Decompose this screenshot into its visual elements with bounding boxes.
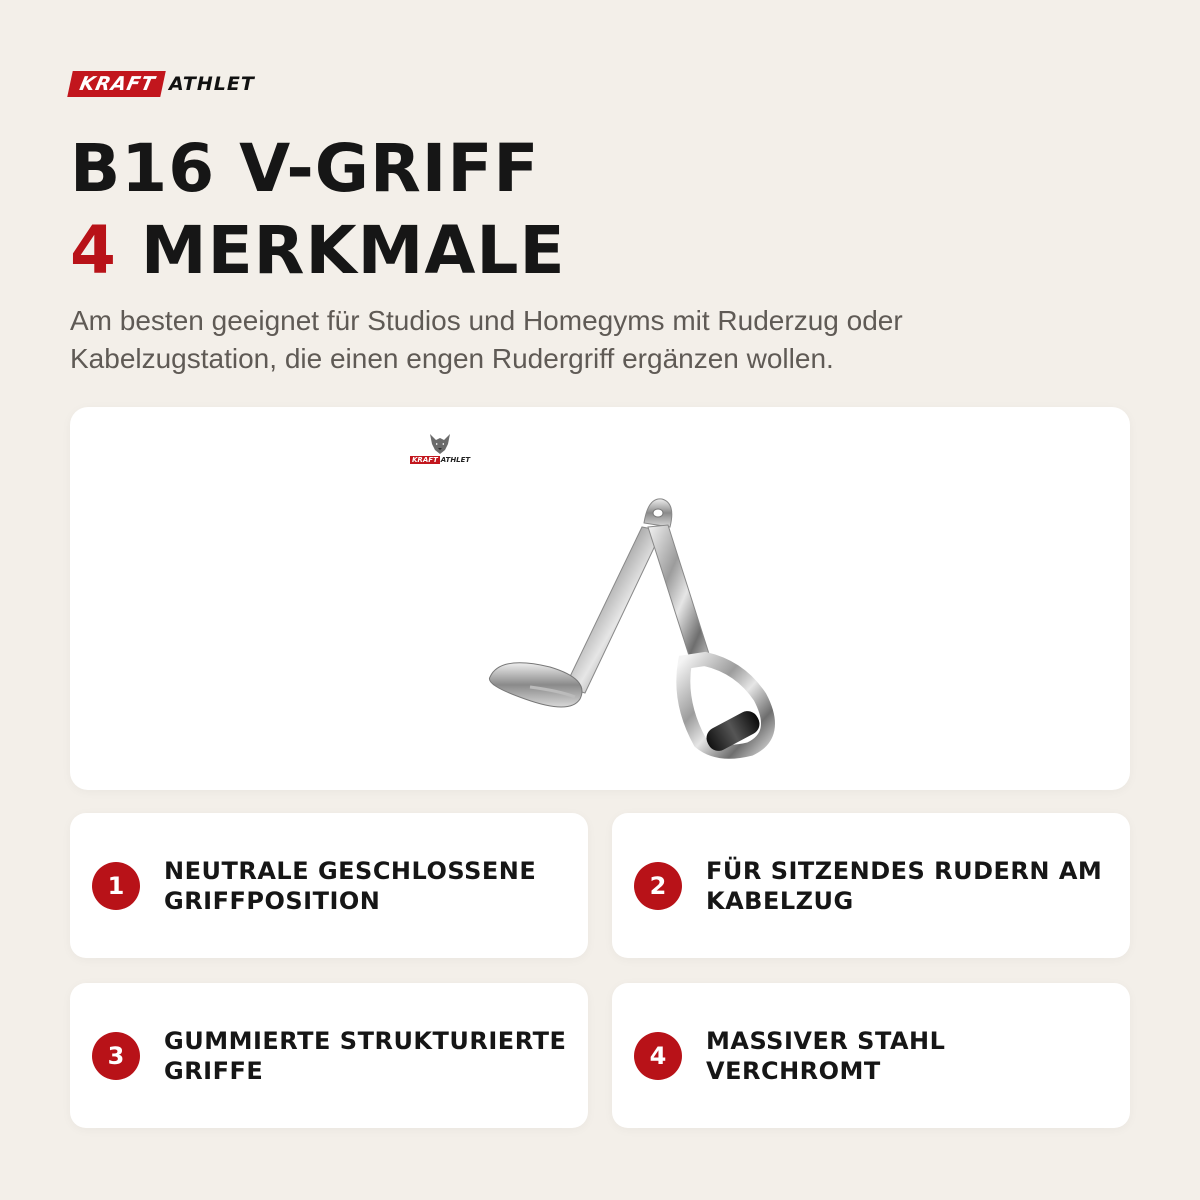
feature-number-badge: 1 bbox=[92, 862, 140, 910]
brand-logo bbox=[70, 70, 255, 98]
wolf-head-icon bbox=[427, 432, 453, 456]
title-line-2 bbox=[70, 210, 566, 292]
watermark-athlet: ATHLET bbox=[440, 456, 471, 464]
feature-text: FÜR SITZENDES RUDERN AM KABELZUG bbox=[706, 856, 1103, 915]
feature-text: GUMMIERTE STRUKTURIERTE GRIFFE bbox=[164, 1026, 567, 1085]
feature-card-4 bbox=[612, 983, 1130, 1128]
v-grip-handle-image bbox=[400, 487, 820, 767]
title-line-1: B16 V-GRIFF bbox=[70, 130, 540, 207]
page-title bbox=[70, 128, 566, 292]
feature-text: NEUTRALE GESCHLOSSENE GRIFFPOSITION bbox=[164, 856, 537, 915]
feature-text: MASSIVER STAHL VERCHROMT bbox=[706, 1026, 946, 1085]
feature-card-1 bbox=[70, 813, 588, 958]
watermark-logo bbox=[410, 432, 470, 464]
product-image-card bbox=[70, 407, 1130, 790]
title-number: 4 bbox=[70, 212, 117, 289]
page-subtitle: Am besten geeignet für Studios und Homegyms mit Ruderzug oder Kabelzugstation, die einen engen Rudergriff ergänzen wollen. bbox=[70, 305, 903, 374]
logo-athlet-text: ATHLET bbox=[169, 73, 255, 95]
feature-card-2 bbox=[612, 813, 1130, 958]
feature-card-3 bbox=[70, 983, 588, 1128]
title-rest: MERKMALE bbox=[140, 212, 566, 289]
feature-number-badge: 4 bbox=[634, 1032, 682, 1080]
watermark-kraft: KRAFT bbox=[412, 456, 438, 464]
logo-kraft-text: KRAFT bbox=[67, 71, 166, 97]
feature-number-badge: 3 bbox=[92, 1032, 140, 1080]
feature-number-badge: 2 bbox=[634, 862, 682, 910]
